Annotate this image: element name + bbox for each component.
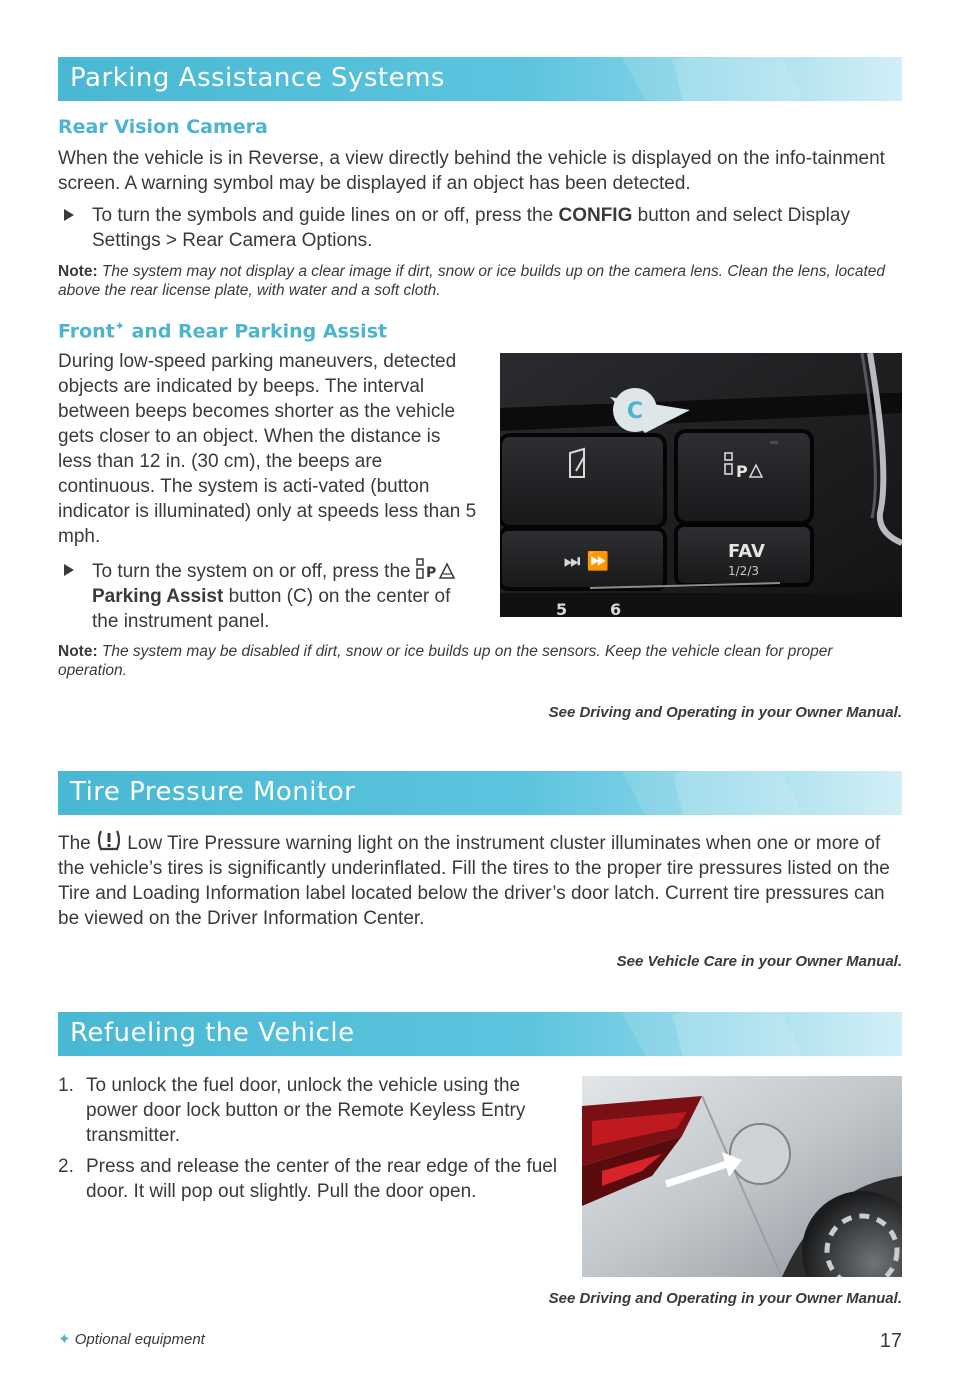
list-item: 1. To unlock the fuel door, unlock the vehicle using the power door lock button or the Remote Keyless Entry transmitter. [58,1075,526,1146]
section-header-parking [58,57,902,101]
tire-reference: See Vehicle Care in your Owner Manual. [616,953,902,970]
triangle-bullet-icon [64,209,74,221]
config-button-label: CONFIG [558,205,633,226]
parking-assist-icon [416,558,456,580]
camera-body: When the vehicle is in Reverse, a view directly behind the vehicle is displayed on the info-tainment screen. A warning symbol may be displayed if an object has been detected. [58,148,885,194]
section-title-refuel: Refueling the Vehicle [70,1018,355,1048]
camera-bullet [64,203,902,253]
key-6-label: 6 [610,600,622,617]
section-header-tire [58,771,902,815]
fuel-door-photo [582,1076,902,1277]
camera-note: Note: The system may not display a clear image if dirt, snow or ice builds up on the camera lens. Clean the lens, located above the rear license plate, with water and a soft cloth. [58,263,886,299]
svg-text:P: P [425,565,437,580]
page-number: 17 [879,1330,902,1352]
tire-pressure-icon [96,828,122,852]
section-title-tire: Tire Pressure Monitor [70,777,356,807]
triangle-bullet-icon [64,564,74,576]
assist-body: During low-speed parking maneuvers, detected objects are indicated by beeps. The interval between beeps becomes shorter as the vehicle gets closer to an object. When the distance is less than 12 in. (30 cm), the beeps are continuous. The system is acti-vated (button indicator is illuminated) only at speeds less than 5 mph. [58,351,477,547]
svg-text:⏭ ⏩: ⏭ ⏩ [564,551,609,572]
parking-assist-photo [500,353,902,617]
section-header-refuel [58,1012,902,1056]
assist-bullet-text: To turn the system on or off, press the P Parking Assist button (C) on the center of the instrument panel. [92,558,464,634]
tire-body: The Low Tire Pressure warning light on the instrument cluster illuminates when one or more of the vehicle’s tires is significantly underinflated. Fill the tires to the proper tire pressures listed on the Tire and Loading Information label located below the driver’s door latch. Current tire pressures can be viewed on the Driver Information Center. [58,828,902,931]
list-item: 2. Press and release the center of the rear edge of the fuel door. It will pop out slightly. Pull the door open. [58,1156,558,1202]
fav-sub-label: 1/2/3 [728,564,759,578]
optional-equipment-note: ✦ Optional equipment [58,1331,205,1348]
callout-c-label: C [626,399,644,424]
assist-heading: Front✦ and Rear Parking Assist [58,319,388,343]
camera-heading: Rear Vision Camera [58,116,268,138]
refuel-steps [58,1073,568,1204]
section-title-parking: Parking Assistance Systems [70,63,445,93]
refuel-reference: See Driving and Operating in your Owner Manual. [548,1290,902,1307]
fav-label: FAV [728,541,765,562]
camera-bullet-text: To turn the symbols and guide lines on or off, press the CONFIG button and select Display Settings > Rear Camera Options. [92,205,850,251]
key-5-label: 5 [556,600,568,617]
assist-bullet [64,558,464,634]
assist-note: Note: The system may be disabled if dirt, snow or ice builds up on the sensors. Keep the vehicle clean for proper operation. [58,643,833,679]
svg-text:P: P [736,462,748,481]
parking-reference: See Driving and Operating in your Owner Manual. [548,704,902,721]
